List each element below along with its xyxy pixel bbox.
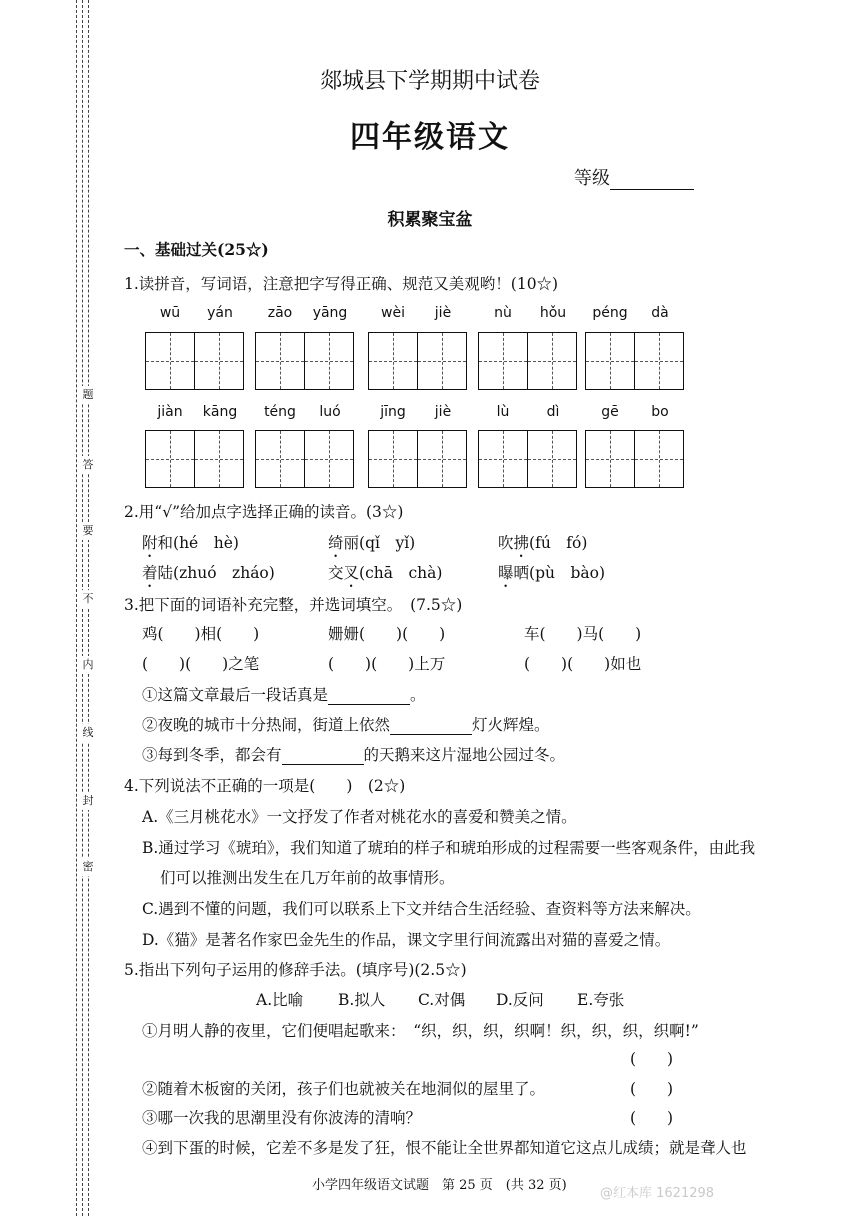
q4-option-b-cont: 们可以推测出发生在几万年前的故事情形。 [160, 869, 455, 887]
writing-grid[interactable] [255, 430, 354, 488]
q5-prompt: 5.指出下列句子运用的修辞手法。(填序号)(2.5☆) [124, 961, 467, 979]
q5-sentence: ④到下蛋的时候，它差不多是发了狂，恨不能让全世界都知道它这点儿成绩；就是聋人也 [142, 1139, 747, 1157]
writing-cell[interactable] [305, 333, 353, 389]
idiom-blank[interactable]: ( )( )如也 [524, 655, 642, 673]
idiom-blank[interactable]: 鸡( )相( ) [142, 625, 260, 643]
answer-paren[interactable]: ( ) [630, 1050, 674, 1068]
fill-sentence: ②夜晚的城市十分热闹，街道上依然 灯火辉煌。 [142, 716, 550, 734]
pinyin-label: luó [319, 404, 341, 420]
q3-score: (7.5☆) [410, 596, 463, 614]
fill-sentence: ③每到冬季，都会有 的天鹅来这片湿地公园过冬。 [142, 746, 566, 764]
exam-title: 郯城县下学期期中试卷 [319, 69, 540, 94]
writing-cell[interactable] [479, 333, 528, 389]
grade-field[interactable] [574, 164, 694, 190]
writing-cell[interactable] [369, 431, 418, 487]
binding-line [76, 0, 77, 1216]
pinyin-label: wèi [381, 305, 405, 321]
q5-option: B.拟人 [338, 991, 386, 1009]
pinyin-label: yāng [312, 305, 348, 321]
watermark: @红本库 1621298 [600, 1186, 715, 1201]
q5-sentence: ②随着木板窗的关闭，孩子们也就被关在地洞似的屋里了。 [142, 1080, 546, 1098]
q5-sentence: ①月明人静的夜里，它们便唱起歌来： “织，织，织，织啊！织，织，织，织啊!” [142, 1022, 699, 1040]
writing-grid[interactable] [585, 332, 684, 390]
writing-cell[interactable] [195, 431, 243, 487]
pinyin-label: zāo [267, 305, 293, 321]
q4-option-d[interactable]: D.《猫》是著名作家巴金先生的作品，课文字里行间流露出对猫的喜爱之情。 [142, 931, 671, 949]
q4-prompt: 4.下列说法不正确的一项是( ) (2☆) [124, 777, 406, 795]
fill-blank[interactable] [282, 748, 364, 765]
pinyin-label: nù [494, 305, 512, 321]
q5-option: A.比喻 [256, 991, 304, 1009]
writing-cell[interactable] [586, 431, 635, 487]
pinyin-label: yán [207, 305, 233, 321]
pinyin-label: kāng [202, 404, 238, 420]
writing-cell[interactable] [479, 431, 528, 487]
writing-cell[interactable] [305, 431, 353, 487]
pinyin-label: dì [546, 404, 560, 420]
binding-char: 答 [79, 456, 97, 474]
idiom-blank[interactable]: 姗姗( )( ) [328, 625, 446, 643]
q5-option: D.反问 [496, 991, 544, 1009]
pinyin-label: jiè [434, 404, 452, 420]
binding-char: 内 [79, 656, 97, 674]
binding-char: 要 [79, 522, 97, 540]
writing-grid[interactable] [585, 430, 684, 488]
pinyin-label: dà [651, 305, 669, 321]
q2-item[interactable]: 绮丽(qǐ yǐ) [328, 534, 416, 552]
q4-option-c[interactable]: C.遇到不懂的问题，我们可以联系上下文并结合生活经验、查资料等方法来解决。 [142, 900, 701, 918]
answer-paren[interactable]: ( ) [630, 1080, 674, 1098]
pinyin-label: hǒu [539, 305, 567, 321]
answer-paren[interactable]: ( ) [630, 1109, 674, 1127]
q4-option-b[interactable]: B.通过学习《琥珀》，我们知道了琥珀的样子和琥珀形成的过程需要一些客观条件，由此我 [142, 839, 756, 857]
binding-char: 密 [79, 858, 97, 876]
idiom-blank[interactable]: ( )( )之笔 [142, 655, 260, 673]
idiom-blank[interactable]: 车( )马( ) [524, 625, 642, 643]
q1-prompt: 1.读拼音，写词语，注意把字写得正确、规范又美观哟！(10☆) [124, 275, 559, 293]
q3-prompt: 3.把下面的词语补充完整，并选词填空。 (7.5☆) [124, 596, 463, 614]
writing-cell[interactable] [635, 431, 683, 487]
q4-option-a[interactable]: A.《三月桃花水》一文抒发了作者对桃花水的喜爱和赞美之情。 [142, 808, 577, 826]
fill-sentence: ①这篇文章最后一段话真是 。 [142, 686, 426, 704]
writing-grid[interactable] [368, 332, 467, 390]
subject-title: 四年级语文 [350, 120, 510, 155]
pinyin-label: jiàn [157, 404, 183, 420]
writing-cell[interactable] [256, 431, 305, 487]
writing-cell[interactable] [528, 431, 576, 487]
q5-option: C.对偶 [418, 991, 466, 1009]
grade-label: 等级 [574, 168, 610, 189]
binding-margin [66, 0, 110, 1216]
writing-cell[interactable] [146, 431, 195, 487]
writing-grid[interactable] [368, 430, 467, 488]
writing-cell[interactable] [369, 333, 418, 389]
writing-grid[interactable] [145, 332, 244, 390]
q2-item[interactable]: 交叉(chā chà) [328, 564, 443, 582]
q2-item[interactable]: 吹拂(fú fó) [498, 534, 588, 552]
binding-char: 封 [79, 792, 97, 810]
writing-cell[interactable] [418, 333, 466, 389]
q5-option: E.夸张 [577, 991, 625, 1009]
binding-char: 不 [79, 590, 97, 608]
writing-cell[interactable] [418, 431, 466, 487]
writing-cell[interactable] [586, 333, 635, 389]
writing-grid[interactable] [255, 332, 354, 390]
writing-cell[interactable] [256, 333, 305, 389]
q2-item[interactable]: 曝晒(pù bào) [498, 564, 606, 582]
pinyin-label: gē [601, 404, 619, 420]
pinyin-label: bo [651, 404, 669, 420]
pinyin-label: lù [496, 404, 510, 420]
writing-cell[interactable] [635, 333, 683, 389]
idiom-blank[interactable]: ( )( )上万 [328, 655, 446, 673]
writing-grid[interactable] [478, 430, 577, 488]
writing-cell[interactable] [195, 333, 243, 389]
q2-prompt: 2.用“√”给加点字选择正确的读音。(3☆) [124, 503, 404, 521]
binding-char: 题 [79, 386, 97, 404]
fill-blank[interactable] [390, 718, 472, 735]
section-title: 积累聚宝盆 [387, 210, 473, 230]
grade-blank[interactable] [610, 171, 694, 190]
binding-char: 线 [79, 724, 97, 742]
q2-item[interactable]: 着陆(zhuó zháo) [142, 564, 275, 582]
writing-grid[interactable] [478, 332, 577, 390]
writing-grid[interactable] [145, 430, 244, 488]
binding-line [88, 0, 89, 1216]
writing-cell[interactable] [146, 333, 195, 389]
q5-sentence: ③哪一次我的思潮里没有你波涛的清响？ [142, 1109, 422, 1127]
fill-blank[interactable] [328, 688, 410, 705]
binding-line [82, 0, 83, 1216]
pinyin-label: wū [159, 305, 181, 321]
page-footer: 小学四年级语文试题 第 25 页 (共 32 页) [312, 1178, 567, 1193]
pinyin-label: jīng [380, 404, 406, 420]
writing-cell[interactable] [528, 333, 576, 389]
pinyin-label: péng [592, 305, 628, 321]
part-heading: 一、基础过关(25☆) [124, 240, 269, 259]
pinyin-label: jiè [434, 305, 452, 321]
pinyin-label: téng [264, 404, 296, 420]
q2-item[interactable]: 附和(hé hè) [142, 534, 239, 552]
